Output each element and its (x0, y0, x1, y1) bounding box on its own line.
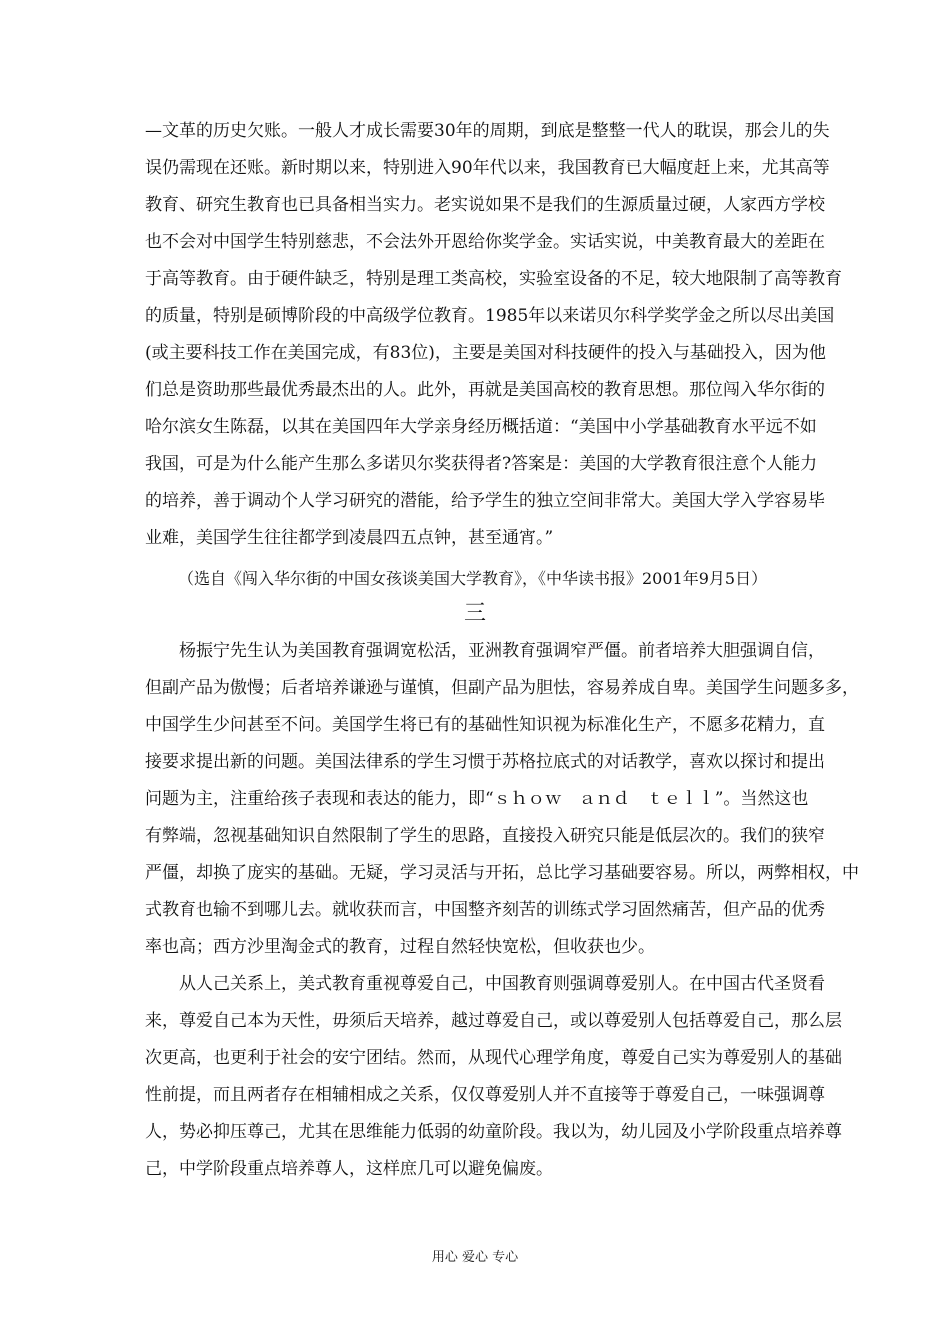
paragraph-line: 接要求提出新的问题。美国法律系的学生习惯于苏格拉底式的对话教学，喜欢以探讨和提出 (145, 752, 825, 772)
paragraph-line: 率也高；西方沙里淘金式的教育，过程自然轻快宽松，但收获也少。 (145, 937, 655, 957)
page-footer: 用心 爱心 专心 (431, 1250, 519, 1265)
paragraph-line: 来，尊爱自己本为天性，毋须后天培养，越过尊爱自己，或以尊爱别人包括尊爱自己，那么层 (145, 1011, 842, 1031)
paragraph-line: 们总是资助那些最优秀最杰出的人。此外，再就是美国高校的教育思想。那位闯入华尔街的 (145, 380, 825, 400)
source-citation: （选自《闯入华尔街的中国女孩谈美国大学教育》，《中华读书报》2001年9月5日） (178, 569, 768, 588)
paragraph-line: 式教育也输不到哪儿去。就收获而言，中国整齐刻苦的训练式学习固然痛苦，但产品的优秀 (145, 900, 825, 920)
section-heading: 三 (463, 601, 486, 626)
paragraph-line: 次更高，也更利于社会的安宁团结。然而，从现代心理学角度，尊爱自己实为尊爱别人的基础 (145, 1048, 842, 1068)
paragraph-line: 有弊端，忽视基础知识自然限制了学生的思路，直接投入研究只能是低层次的。我们的狭窄 (145, 826, 825, 846)
paragraph-line: 杨振宁先生认为美国教育强调宽松活，亚洲教育强调窄严僵。前者培养大胆强调自信， (179, 641, 825, 661)
paragraph-line: —文革的历史欠账。一般人才成长需要30年的周期，到底是整整一代人的耽误，那会儿的失 (145, 121, 830, 141)
paragraph-line: 也不会对中国学生特别慈悲，不会法外开恩给你奖学金。实话实说，中美教育最大的差距在 (145, 232, 825, 252)
paragraph-line: 从人己关系上，美式教育重视尊爱自己，中国教育则强调尊爱别人。在中国古代圣贤看 (179, 974, 825, 994)
paragraph-line: 误仍需现在还账。新时期以来，特别进入90年代以来，我国教育已大幅度赶上来，尤其高等 (145, 158, 830, 178)
paragraph-line: 的质量，特别是硕博阶段的中高级学位教育。1985年以来诺贝尔科学奖学金之所以尽出美国 (145, 306, 835, 326)
paragraph-line: 中国学生少问甚至不问。美国学生将已有的基础性知识视为标准化生产，不愿多花精力，直 (145, 715, 825, 735)
paragraph-line: (或主要科技工作在美国完成，有83位)，主要是美国对科技硬件的投入与基础投入，因为他 (145, 343, 826, 363)
paragraph-line: 业难，美国学生往往都学到凌晨四五点钟，甚至通宵。” (145, 528, 554, 548)
paragraph-line: 问题为主，注重给孩子表现和表达的能力，即“ｓｈｏｗ ａｎｄ ｔｅｌｌ”。当然这也 (145, 789, 809, 809)
paragraph-line: 性前提，而且两者存在相辅相成之关系，仅仅尊爱别人并不直接等于尊爱自己，一味强调尊 (145, 1085, 825, 1105)
paragraph-line: 的培养，善于调动个人学习研究的潜能，给予学生的独立空间非常大。美国大学入学容易毕 (145, 491, 825, 511)
paragraph-line: 教育、研究生教育也已具备相当实力。老实说如果不是我们的生源质量过硬，人家西方学校 (145, 195, 825, 215)
paragraph-line: 于高等教育。由于硬件缺乏，特别是理工类高校，实验室设备的不足，较大地限制了高等教育 (145, 269, 842, 289)
paragraph-line: 哈尔滨女生陈磊，以其在美国四年大学亲身经历概括道：“美国中小学基础教育水平远不如 (145, 417, 817, 437)
paragraph-line: 己，中学阶段重点培养尊人，这样庶几可以避免偏废。 (145, 1159, 553, 1179)
paragraph-line: 但副产品为傲慢；后者培养谦逊与谨慎，但副产品为胆怯，容易养成自卑。美国学生问题多多， (145, 678, 859, 698)
paragraph-line: 严僵，却换了庞实的基础。无疑，学习灵活与开拓，总比学习基础要容易。所以，两弊相权，中 (145, 863, 859, 883)
paragraph-line: 人，势必抑压尊己，尤其在思维能力低弱的幼童阶段。我以为，幼儿园及小学阶段重点培养尊 (145, 1122, 842, 1142)
paragraph-line: 我国，可是为什么能产生那么多诺贝尔奖获得者?答案是：美国的大学教育很注意个人能力 (145, 454, 818, 474)
